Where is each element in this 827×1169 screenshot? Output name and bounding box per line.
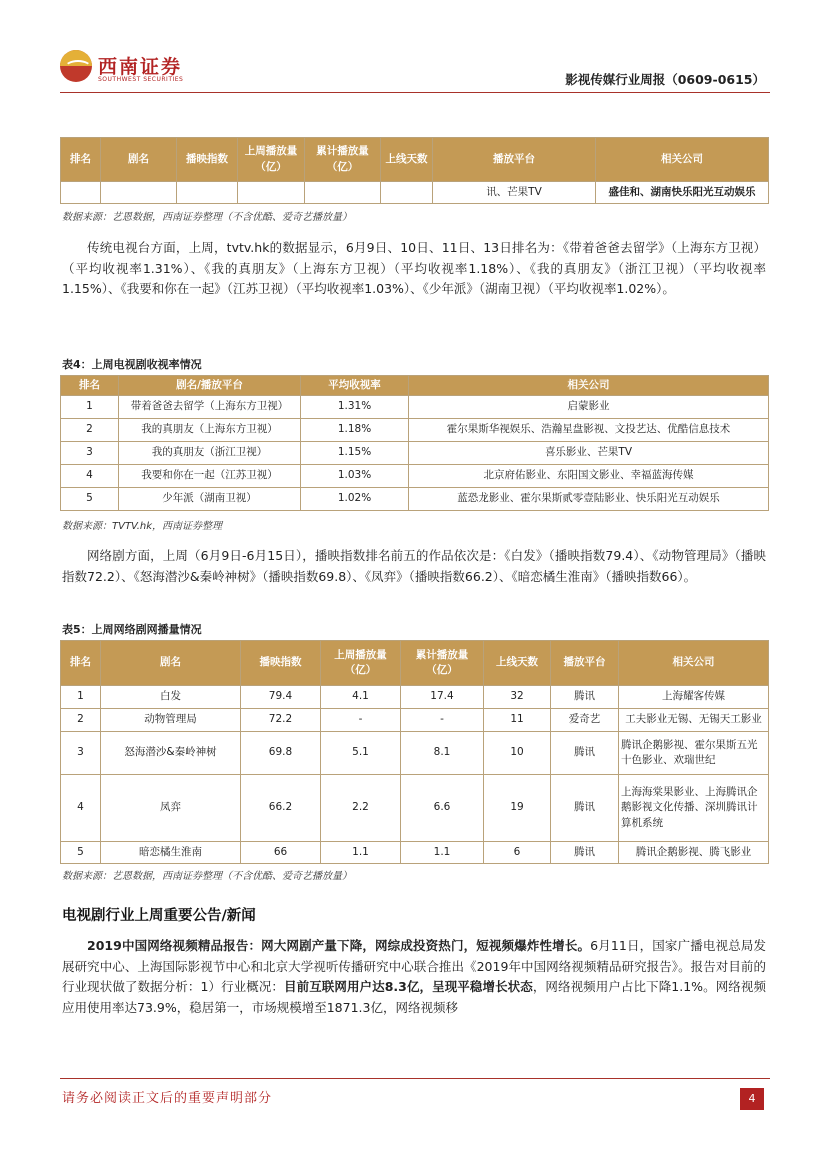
table5-caption: 表5：上周网络剧网播量情况 xyxy=(62,623,202,636)
news-highlight: 目前互联网用户达8.3亿，呈现平稳增长状态 xyxy=(284,979,533,994)
table3-header: 上周播放量（亿） xyxy=(238,138,305,182)
table-cell: 讯、芒果TV xyxy=(433,182,596,204)
table-row xyxy=(61,686,769,709)
table-cell: 爱奇艺 xyxy=(551,709,619,732)
news-body-1: 6月11日，国家广播电视总局发展研究中心、上海国际影视节中心和北京大学视听传播研究中心联合推出《2019年中国网络视频精品研究报告》。报告对目前的行业现状做了数据分析：1）行业概况： xyxy=(62,938,766,994)
table-cell: 4 xyxy=(61,775,101,842)
table-cell: 1.31% xyxy=(301,396,409,419)
table-cell: 我的真朋友（上海东方卫视） xyxy=(119,419,301,442)
table-row xyxy=(61,732,769,775)
table-row xyxy=(61,182,769,204)
table-cell: 蓝恐龙影业、霍尔果斯贰零壹陆影业、快乐阳光互动娱乐 xyxy=(409,488,769,511)
table-cell: 凤弈 xyxy=(101,775,241,842)
table3-header: 累计播放量（亿） xyxy=(305,138,381,182)
table-cell: 19 xyxy=(484,775,551,842)
table-cell: 3 xyxy=(61,442,119,465)
table4-source: 数据来源：TVTV.hk，西南证券整理 xyxy=(62,521,223,532)
table-cell xyxy=(177,182,238,204)
table-cell: 腾讯 xyxy=(551,686,619,709)
table-cell: 白发 xyxy=(101,686,241,709)
table-cell: 3 xyxy=(61,732,101,775)
table5-header-row xyxy=(61,641,769,686)
table5-source: 数据来源：艺恩数据，西南证券整理（不含优酷、爱奇艺播放量） xyxy=(62,871,352,882)
table-cell: 1.1 xyxy=(321,842,401,864)
table-cell: 8.1 xyxy=(401,732,484,775)
table-cell xyxy=(101,182,177,204)
table-row xyxy=(61,442,769,465)
table5-header: 播放平台 xyxy=(551,641,619,686)
paragraph-tv-ratings: 传统电视台方面，上周，tvtv.hk的数据显示，6月9日、10日、11日、13日排名为：《带着爸爸去留学》（上海东方卫视）（平均收视率1.31%）、《我的真朋友》（上海东方卫视）（平均收视率1.18%）、《我的真朋友》（浙江卫视）（平均收视率1.15%）、《我要和你在一起》（江苏卫视）（平均收视率1.03%）、《少年派》（湖南卫视）（平均收视率1.02%）。 xyxy=(62,240,766,296)
footer-notice: 请务必阅读正文后的重要声明部分 xyxy=(62,1091,273,1106)
header-divider xyxy=(60,92,770,93)
table-cell: 上海耀客传媒 xyxy=(619,686,769,709)
table-cell: 4.1 xyxy=(321,686,401,709)
news-lead: 2019中国网络视频精品报告：网大网剧产量下降，网综成投资热门，短视频爆炸性增长。 xyxy=(87,938,591,953)
table-row xyxy=(61,396,769,419)
table-cell: 少年派（湖南卫视） xyxy=(119,488,301,511)
table5-header: 剧名 xyxy=(101,641,241,686)
table-cell: 腾讯 xyxy=(551,842,619,864)
table-cell: - xyxy=(321,709,401,732)
table-cell: 我的真朋友（浙江卫视） xyxy=(119,442,301,465)
table3-header: 播放平台 xyxy=(433,138,596,182)
table-cell: 1.1 xyxy=(401,842,484,864)
table-cell: 北京府佑影业、东阳国文影业、幸福蓝海传媒 xyxy=(409,465,769,488)
table3-header: 上线天数 xyxy=(381,138,433,182)
table-cell: - xyxy=(401,709,484,732)
table-cell: 上海海棠果影业、上海腾讯企鹅影视文化传播、深圳腾讯计算机系统 xyxy=(619,775,769,842)
table4-header: 相关公司 xyxy=(409,376,769,396)
table3-continued xyxy=(60,137,769,204)
table-cell: 怒海潜沙&秦岭神树 xyxy=(101,732,241,775)
table-cell: 11 xyxy=(484,709,551,732)
table-cell xyxy=(381,182,433,204)
table-cell: 2.2 xyxy=(321,775,401,842)
table-cell: 5 xyxy=(61,842,101,864)
table-cell: 盛佳和、湖南快乐阳光互动娱乐 xyxy=(596,182,769,204)
footer-divider xyxy=(60,1078,770,1079)
table-row xyxy=(61,488,769,511)
table-cell: 4 xyxy=(61,465,119,488)
table-cell: 1.15% xyxy=(301,442,409,465)
table-cell: 6.6 xyxy=(401,775,484,842)
logo-english-text: SOUTHWEST SECURITIES xyxy=(98,76,184,83)
table-cell xyxy=(305,182,381,204)
paragraph-web-series: 网络剧方面，上周（6月9日-6月15日），播映指数排名前五的作品依次是：《白发》（播映指数79.4）、《动物管理局》（播映指数72.2）、《怒海潜沙&秦岭神树》（播映指数69.8）、《凤弈》（播映指数66.2）、《暗恋橘生淮南》（播映指数66）。 xyxy=(62,548,766,584)
logo-chinese-text: 西南证券 xyxy=(98,56,183,78)
report-title: 影视传媒行业周报（0609-0615） xyxy=(565,72,765,87)
table-cell: 动物管理局 xyxy=(101,709,241,732)
table-cell: 带着爸爸去留学（上海东方卫视） xyxy=(119,396,301,419)
table-row xyxy=(61,842,769,864)
table-cell: 暗恋橘生淮南 xyxy=(101,842,241,864)
company-logo-icon xyxy=(60,50,92,82)
table-cell: 10 xyxy=(484,732,551,775)
table5 xyxy=(60,640,769,864)
table5-header: 上线天数 xyxy=(484,641,551,686)
table4 xyxy=(60,375,769,511)
table5-header: 相关公司 xyxy=(619,641,769,686)
table3-header: 排名 xyxy=(61,138,101,182)
table-row xyxy=(61,709,769,732)
table3-header: 播映指数 xyxy=(177,138,238,182)
table-cell: 腾讯企鹅影视、腾飞影业 xyxy=(619,842,769,864)
table3-header: 剧名 xyxy=(101,138,177,182)
table-cell: 72.2 xyxy=(241,709,321,732)
table-cell: 1.18% xyxy=(301,419,409,442)
table5-header: 排名 xyxy=(61,641,101,686)
table-cell xyxy=(61,182,101,204)
table-row xyxy=(61,465,769,488)
table-cell: 喜乐影业、芒果TV xyxy=(409,442,769,465)
page-number: 4 xyxy=(740,1088,764,1110)
table3-source: 数据来源：艺恩数据，西南证券整理（不含优酷、爱奇艺播放量） xyxy=(62,212,352,223)
news-body-2: ，网络视频用户占比下降1.1%。网络视频应用使用率达73.9%，稳居第一，市场规模增至1871.3亿，网络视频移 xyxy=(62,979,766,1015)
table4-header: 排名 xyxy=(61,376,119,396)
table-cell: 工夫影业无锡、无锡天工影业 xyxy=(619,709,769,732)
table-cell: 6 xyxy=(484,842,551,864)
table-cell: 1.02% xyxy=(301,488,409,511)
table-cell: 1 xyxy=(61,686,101,709)
table-cell: 1 xyxy=(61,396,119,419)
table-cell: 腾讯 xyxy=(551,775,619,842)
table-cell: 17.4 xyxy=(401,686,484,709)
table-cell: 1.03% xyxy=(301,465,409,488)
table5-header: 播映指数 xyxy=(241,641,321,686)
table-cell: 69.8 xyxy=(241,732,321,775)
table3-header: 相关公司 xyxy=(596,138,769,182)
table-cell: 腾讯企鹅影视、霍尔果斯五光十色影业、欢瑞世纪 xyxy=(619,732,769,775)
table5-header: 累计播放量（亿） xyxy=(401,641,484,686)
table-cell: 启蒙影业 xyxy=(409,396,769,419)
table-row xyxy=(61,419,769,442)
table5-header: 上周播放量（亿） xyxy=(321,641,401,686)
table4-header-row xyxy=(61,376,769,396)
table-cell: 32 xyxy=(484,686,551,709)
table-cell: 5.1 xyxy=(321,732,401,775)
table-cell: 2 xyxy=(61,709,101,732)
table-cell: 66 xyxy=(241,842,321,864)
section-title: 电视剧行业上周重要公告/新闻 xyxy=(62,908,256,924)
table4-caption: 表4：上周电视剧收视率情况 xyxy=(62,358,202,371)
table3-header-row xyxy=(61,138,769,182)
table-cell: 霍尔果斯华视娱乐、浩瀚星盘影视、文投艺达、优酷信息技术 xyxy=(409,419,769,442)
table-cell xyxy=(238,182,305,204)
table4-header: 平均收视率 xyxy=(301,376,409,396)
table-cell: 79.4 xyxy=(241,686,321,709)
table-cell: 5 xyxy=(61,488,119,511)
table-row xyxy=(61,775,769,842)
news-paragraph xyxy=(62,936,766,1018)
table-cell: 2 xyxy=(61,419,119,442)
table4-header: 剧名/播放平台 xyxy=(119,376,301,396)
table-cell: 腾讯 xyxy=(551,732,619,775)
table-cell: 我要和你在一起（江苏卫视） xyxy=(119,465,301,488)
table-cell: 66.2 xyxy=(241,775,321,842)
